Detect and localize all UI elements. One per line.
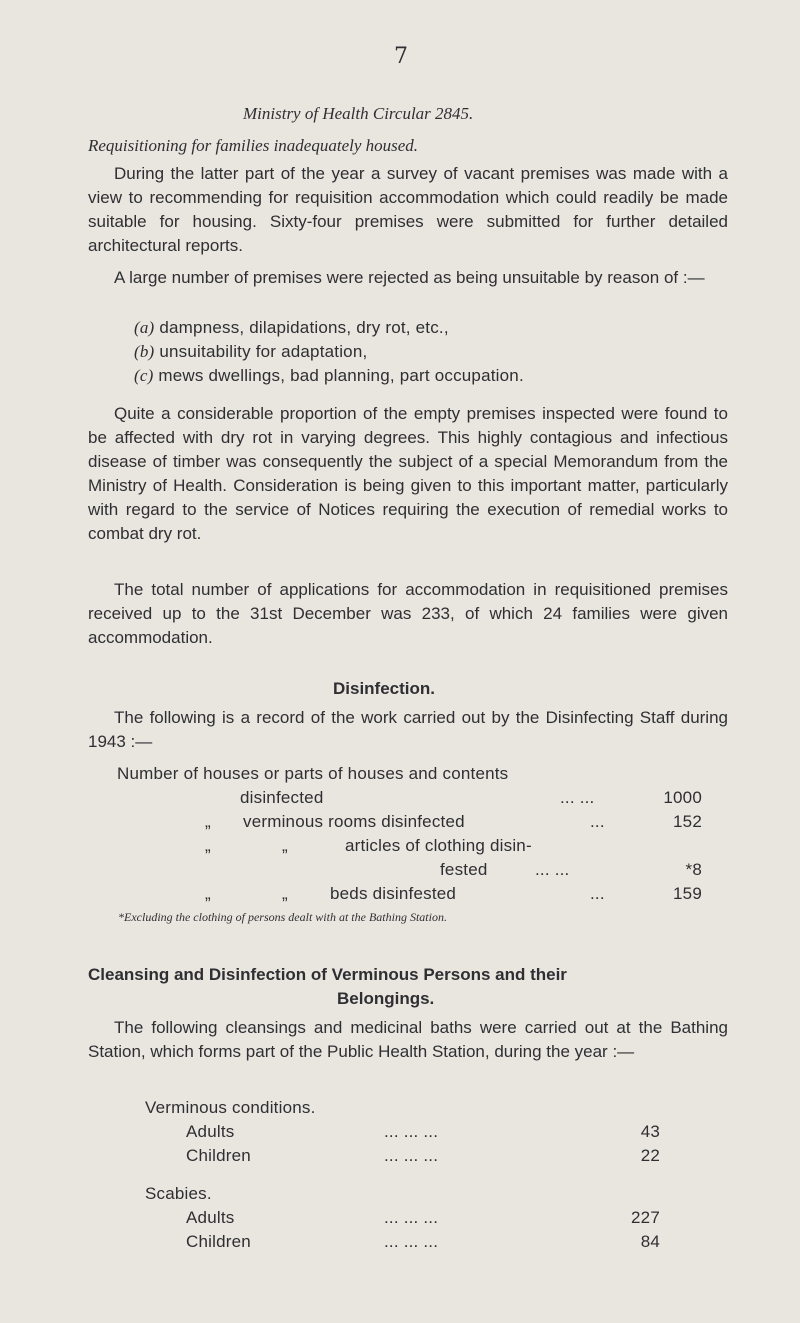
ditto-mark: „ xyxy=(205,836,211,855)
disinfection-row-label: verminous rooms disinfected xyxy=(243,812,465,831)
reason-marker: (b) xyxy=(134,342,155,361)
reason-text: unsuitability for adaptation, xyxy=(159,342,368,361)
leader-dots: ... xyxy=(590,884,605,903)
cleansing-heading: Cleansing and Disinfection of Verminous Persons and their xyxy=(88,965,567,984)
item-value: 43 xyxy=(640,1122,660,1141)
leader-dots: ... ... xyxy=(535,860,570,879)
disinfection-row-value: *8 xyxy=(685,860,702,879)
leader-dots: ... ... xyxy=(560,788,595,807)
reason-item xyxy=(134,342,367,362)
leader-dots: ... ... ... xyxy=(384,1122,439,1141)
paragraph-applications: The total number of applications for accommodation in requisitioned premises received up to the 31st December was 233, of which 24 families were given accommodation. xyxy=(88,580,728,647)
reason-text: dampness, dilapidations, dry rot, etc., xyxy=(159,318,449,337)
ditto-mark: „ xyxy=(282,836,288,855)
disinfection-row-label: beds disinfested xyxy=(330,884,457,903)
disinfection-footnote: *Excluding the clothing of persons dealt with at the Bathing Station. xyxy=(118,910,447,924)
ditto-mark: „ xyxy=(205,884,211,903)
circular-title: Ministry of Health Circular 2845. xyxy=(243,104,474,123)
reason-marker: (c) xyxy=(134,366,154,385)
cleansing-heading-cont: Belongings. xyxy=(337,989,435,1008)
leader-dots: ... xyxy=(590,812,605,831)
paragraph-survey: During the latter part of the year a survey of vacant premises was made with a view to recommending for requisition accommodation which could readily be made suitable for housing. Sixty-four premises were submitted for further detailed architectural reports. xyxy=(88,164,728,255)
item-label: Adults xyxy=(186,1122,235,1141)
disinfection-row-label: Number of houses or parts of houses and contents xyxy=(117,764,509,783)
leader-dots: ... ... ... xyxy=(384,1232,439,1251)
leader-dots: ... ... ... xyxy=(384,1146,439,1165)
circular-subtitle: Requisitioning for families inadequately housed. xyxy=(88,136,419,155)
leader-dots: ... ... ... xyxy=(384,1208,439,1227)
disinfection-row-value: 159 xyxy=(673,884,702,903)
paragraph-dry-rot: Quite a considerable proportion of the empty premises inspected were found to be affected with dry rot in varying degrees. This highly contagious and infectious disease of timber was consequently the subject of a special Memorandum from the Ministry of Health. Consideration is being given to this important matter, particularly with regard to the service of Notices requiring the execution of remedial works to combat dry rot. xyxy=(88,404,728,543)
reason-marker: (a) xyxy=(134,318,155,337)
disinfection-row-label: disinfected xyxy=(240,788,324,807)
item-value: 84 xyxy=(640,1232,660,1251)
disinfection-intro: The following is a record of the work carried out by the Disinfecting Staff during 1943 :— xyxy=(88,708,728,751)
item-label: Children xyxy=(186,1232,251,1251)
reason-text: mews dwellings, bad planning, part occupation. xyxy=(158,366,524,385)
group-title: Scabies. xyxy=(145,1184,212,1203)
group-title: Verminous conditions. xyxy=(145,1098,316,1117)
disinfection-row-label: articles of clothing disin- xyxy=(345,836,532,855)
disinfection-heading: Disinfection. xyxy=(333,679,436,698)
disinfection-row-value: 1000 xyxy=(663,788,702,807)
cleansing-intro: The following cleansings and medicinal baths were carried out at the Bathing Station, which forms part of the Public Health Station, during the year :— xyxy=(88,1018,728,1061)
item-label: Adults xyxy=(186,1208,235,1227)
item-value: 22 xyxy=(640,1146,660,1165)
item-label: Children xyxy=(186,1146,251,1165)
page-number: 7 xyxy=(394,44,408,69)
disinfection-row-value: 152 xyxy=(673,812,702,831)
item-value: 227 xyxy=(631,1208,660,1227)
disinfection-row-label: fested xyxy=(440,860,488,879)
reason-item xyxy=(134,366,524,386)
paragraph-rejected-intro: A large number of premises were rejected as being unsuitable by reason of :— xyxy=(114,268,705,287)
ditto-mark: „ xyxy=(282,884,288,903)
reason-item xyxy=(134,318,449,338)
ditto-mark: „ xyxy=(205,812,211,831)
